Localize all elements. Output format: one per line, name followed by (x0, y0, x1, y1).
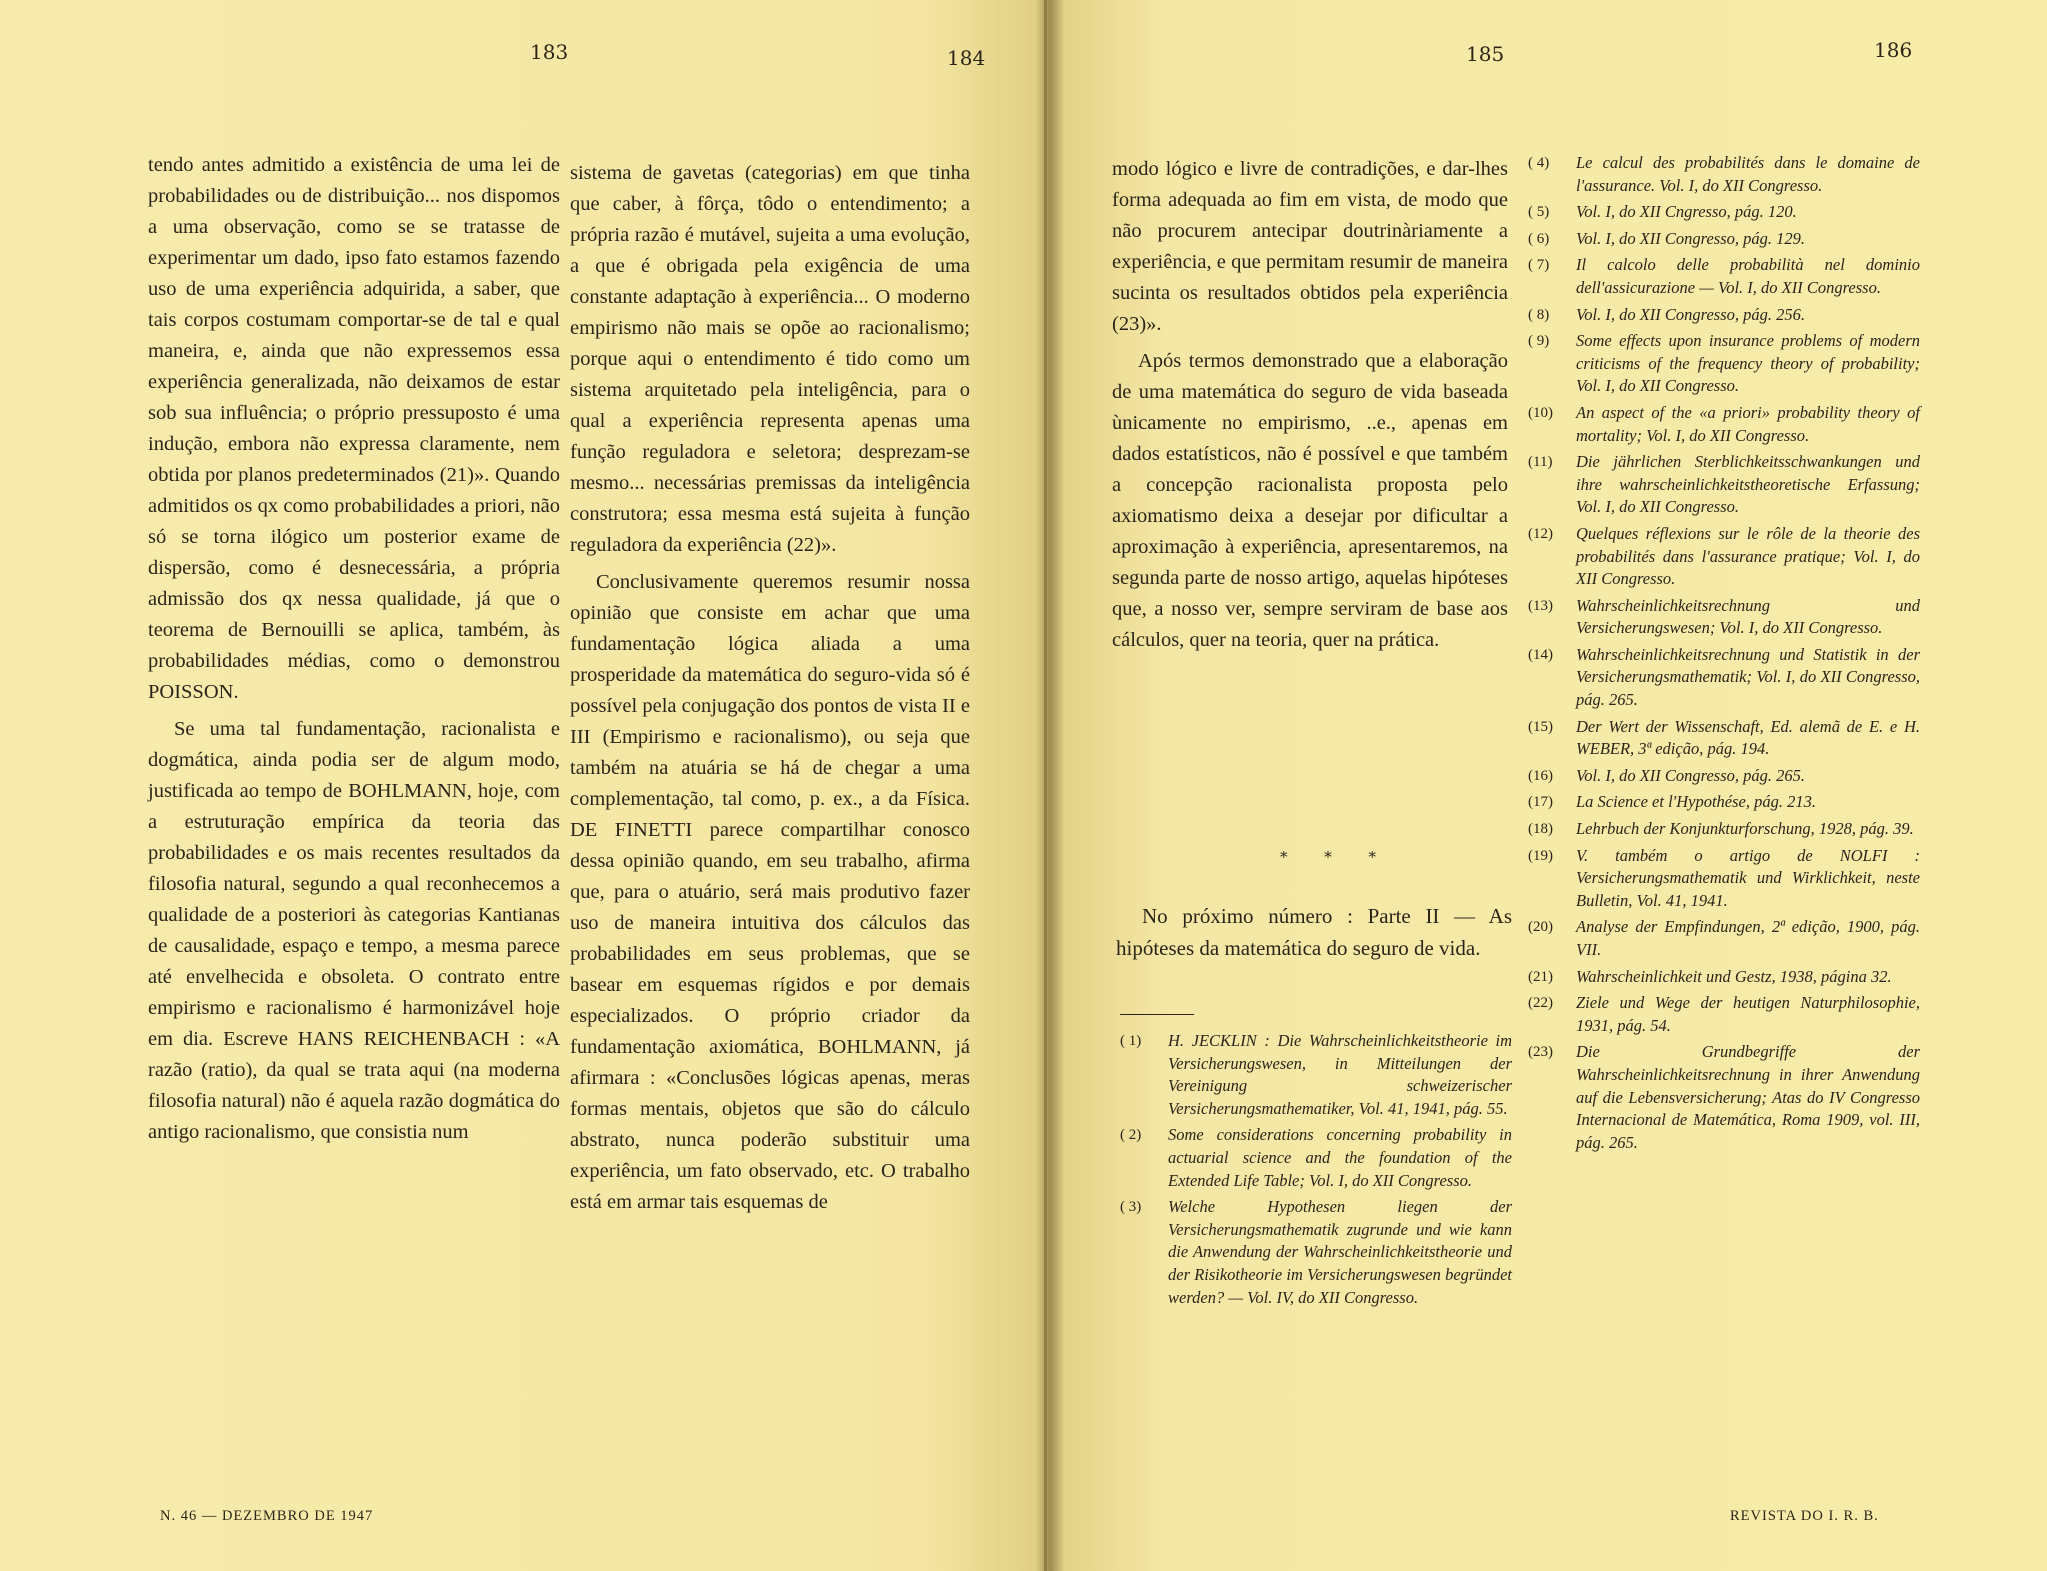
footnote-text: Wahrscheinlichkeitsrechnung und Statistik in der Versicherungsmathematik; Vol. I, do XII Congresso, pág. 265. (1576, 644, 1920, 710)
page-183-para-1: tendo antes admitido a existência de uma lei de probabilidades ou de distribuição... nos dispomos a uma observação, como se se tratasse de experimentar um dado, ipso fato estamos fazendo uso de uma experiência adquirida, a saber, que tais corpos costumam comportar-se de tal e qual maneira, e, ainda que não expressemos essa experiência generalizada, não deixamos de estar sob sua influência; o próprio pressuposto é uma indução, embora não expressa claramente, nem obtida por planos predeterminados (21)». Quando admitidos os qx como probabilidades a priori, não só se torna ilógico um posterior exame de dispersão, como é desnecessária, a própria admissão dos qx nessa qualidade, já que o teorema de Bernouilli se aplica, também, às probabilidades médias, como o demonstrou POISSON. (148, 154, 560, 703)
footnote-number: (20) (1528, 919, 1553, 936)
page-number-184: 184 (947, 46, 986, 70)
page-185-body (1112, 154, 1508, 662)
footnote-text: Analyse der Empfindungen, 2ª edição, 1900, pág. VII. (1576, 917, 1920, 959)
footnote-text: Wahrscheinlichkeit und Gestz, 1938, página 32. (1576, 966, 1892, 986)
page-184-para-2: Conclusivamente queremos resumir nossa opinião que consiste em achar que uma fundamentação lógica aliada a uma prosperidade da matemática do seguro-vida só é possível pela conjugação dos pontos de vista II e III (Empirismo e racionalismo), ou seja que também na atuária se há de chegar a uma complementação, tal como, p. ex., a da Física. DE FINETTI parece compartilhar conosco dessa opinião quando, em seu trabalho, afirma que, para o atuário, será mais produtivo fazer uso de maneira intuitiva dos cálculos das probabilidades em seus problemas, que se basear em esquemas rígidos e por demais especializados. O próprio criador da fundamentação axiomática, BOHLMANN, já afirmara : «Conclusões lógicas apenas, meras formas mentais, objetos que são do cálculo abstrato, nunca poderão substituir uma experiência, um fato observado, etc. O trabalho está em armar tais esquemas de (570, 571, 970, 1213)
page-number-186: 186 (1874, 38, 1913, 62)
footnote (1528, 765, 1920, 788)
footnote (1528, 966, 1920, 989)
footnote-number: (21) (1528, 968, 1553, 985)
footnote-text: Quelques réflexions sur le rôle de la theorie des probabilités dans l'assurance pratique; Vol. I, do XII Congresso. (1576, 523, 1920, 589)
next-issue-text: No próximo número : Parte II — As hipóteses da matemática do seguro de vida. (1116, 904, 1512, 960)
footnote-text: Vol. I, do XII Congresso, pág. 265. (1576, 765, 1806, 785)
footnote-rule (1120, 1014, 1194, 1015)
footnote (1528, 304, 1920, 327)
next-issue-note (1116, 900, 1512, 970)
footnote (1528, 402, 1920, 447)
footnote-number: (11) (1528, 454, 1553, 471)
page-185-para-1: modo lógico e livre de contradições, e dar-lhes forma adequada ao fim em vista, de modo que não procurem antecipar doutrinàriamente a experiência, e que permitam resumir de maneira sucinta os resultados obtidos pela experiência (23)». (1112, 158, 1508, 335)
footnote (1528, 330, 1920, 398)
footnote-text: An aspect of the «a priori» probability theory of mortality; Vol. I, do XII Congresso. (1576, 402, 1920, 445)
footnote-number: (17) (1528, 794, 1553, 811)
page-number-185: 185 (1466, 42, 1505, 66)
footnote-number: ( 1) (1120, 1033, 1142, 1049)
footnote-text: Die jährlichen Sterblichkeitsschwankungen und ihre wahrscheinlichkeitstheoretische Erfassung; Vol. I, do XII Congresso. (1576, 452, 1920, 517)
footnote-text: Il calcolo delle probabilità nel dominio dell'assicurazione — Vol. I, do XII Congresso. (1576, 255, 1920, 297)
footnote-text: V. também o artigo de NOLFI : Versicherungsmathematik und Wirklichkeit, neste Bulletin, Vol. 41, 1941. (1576, 845, 1920, 910)
footer-journal: REVISTA DO I. R. B. (1730, 1508, 1879, 1524)
footnote-text: Some effects upon insurance problems of modern criticisms of the frequency theory of probability; Vol. I, do XII Congresso. (1576, 331, 1920, 396)
footnote (1528, 716, 1920, 761)
footnote-number: (12) (1528, 525, 1553, 542)
page-184-body (570, 158, 970, 1224)
footnote (1528, 152, 1920, 197)
footnote (1528, 992, 1920, 1037)
footnote-number: ( 3) (1120, 1199, 1142, 1216)
footnote (1120, 1196, 1512, 1309)
footnote (1528, 845, 1920, 913)
footnote-text: Lehrbuch der Konjunkturforschung, 1928, pág. 39. (1576, 819, 1914, 839)
footnote (1528, 916, 1920, 961)
footnote-text: Der Wert der Wissenschaft, Ed. alemã de E. e H. WEBER, 3ª edição, pág. 194. (1576, 716, 1920, 759)
section-separator: * * * (1280, 848, 1393, 866)
footnote-text: Vol. I, do XII Cngresso, pág. 120. (1576, 202, 1797, 222)
footnote-number: ( 5) (1528, 204, 1550, 221)
footnote-text: Wahrscheinlichkeitsrechnung und Versicherungswesen; Vol. I, do XII Congresso. (1576, 595, 1920, 638)
footnote-number: (19) (1528, 847, 1553, 864)
footer-issue: N. 46 — DEZEMBRO DE 1947 (160, 1508, 374, 1524)
footnote (1528, 201, 1920, 224)
footnote-text: Ziele und Wege der heutigen Naturphilosophie, 1931, pág. 54. (1576, 993, 1920, 1035)
footnote (1528, 644, 1920, 712)
footnote (1528, 595, 1920, 640)
footnote-text: Die Grundbegriffe der Wahrscheinlichkeitsrechnung in ihrer Anwendung auf die Lebensversicherung; Atas do IV Congresso Internacional de Matemática, Roma 1909, vol. III, pág. 265. (1576, 1042, 1920, 1152)
footnote (1120, 1030, 1512, 1120)
footnote (1528, 228, 1920, 251)
footnote (1528, 791, 1920, 814)
footnote-text: Vol. I, do XII Congresso, pág. 256. (1576, 304, 1806, 324)
footnote-number: ( 4) (1528, 155, 1550, 171)
footnote-number: ( 2) (1120, 1127, 1142, 1144)
footnote (1528, 818, 1920, 841)
footnote-number: (16) (1528, 767, 1553, 784)
footnote-number: (22) (1528, 995, 1553, 1012)
footnote (1528, 451, 1920, 519)
page-186-footnotes (1528, 152, 1920, 1158)
page-number-183: 183 (530, 40, 569, 64)
page-183-body (148, 150, 560, 1154)
footnote-number: (10) (1528, 404, 1553, 421)
footnote (1528, 523, 1920, 591)
page-185-para-2: Após termos demonstrado que a elaboração de uma matemática do seguro de vida baseada ùnicamente no empirismo, ..e., apenas em dados estatísticos, não é possível e que também a concepção racionalista proposta pelo axiomatismo deixa a desejar por dificultar a aproximação à experiência, apresentaremos, na segunda parte de nosso artigo, aquelas hipóteses que, a nosso ver, sempre serviram de base aos cálculos, quer na teoria, quer na prática. (1112, 350, 1508, 651)
footnote-number: (15) (1528, 718, 1553, 735)
footnote-text: Vol. I, do XII Congresso, pág. 129. (1576, 228, 1806, 248)
footnote-text: H. JECKLIN : Die Wahrscheinlichkeitstheorie im Versicherungswesen, in Mitteilungen der Vereinigung schweizerischer Versicherungsmathematiker, Vol. 41, 1941, pág. 55. (1168, 1031, 1512, 1118)
footnote-number: ( 6) (1528, 230, 1550, 247)
footnote (1120, 1124, 1512, 1192)
footnote-number: ( 7) (1528, 257, 1550, 274)
footnote-number: (14) (1528, 646, 1553, 663)
footnote-text: Le calcul des probabilités dans le domaine de l'assurance. Vol. I, do XII Congresso. (1576, 153, 1920, 195)
footnote-text: Welche Hypothesen liegen der Versicherungsmathematik zugrunde und wie kann die Anwendung der Wahrscheinlichkeitstheorie und der Risikotheorie im Versicherungswesen begründet werden? — Vol. IV, do XII Congresso. (1168, 1197, 1512, 1307)
footnote (1528, 254, 1920, 299)
gutter (1044, 0, 1047, 1571)
footnote (1528, 1041, 1920, 1154)
footnote-number: (13) (1528, 597, 1553, 614)
footnote-number: (18) (1528, 821, 1553, 838)
footnote-number: ( 9) (1528, 333, 1550, 350)
page-185-footnotes (1120, 1030, 1512, 1313)
footnote-number: (23) (1528, 1044, 1553, 1061)
footnote-number: ( 8) (1528, 306, 1550, 323)
page-183-para-2: Se uma tal fundamentação, racionalista e dogmática, ainda podia ser de algum modo, justificada ao tempo de BOHLMANN, hoje, com a estruturação empírica da teoria das probabilidades e os mais recentes resultados da filosofia natural, segundo a qual reconhecemos a qualidade de a posteriori às categorias Kantianas de causalidade, espaço e tempo, a mesma parece até envelhecida e obsoleta. O contrato entre empirismo e racionalismo é harmonizável hoje em dia. Escreve HANS REICHENBACH : «A razão (ratio), da qual se trata aqui (na moderna filosofia natural) não é aquela razão dogmática do antigo racionalismo, que consistia num (148, 718, 560, 1143)
footnote-text: Some considerations concerning probability in actuarial science and the foundation of the Extended Life Table; Vol. I, do XII Congresso. (1168, 1125, 1512, 1190)
footnote-text: La Science et l'Hypothése, pág. 213. (1576, 792, 1816, 812)
page-184-para-1: sistema de gavetas (categorias) em que tinha que caber, à fôrça, tôdo o entendimento; a própria razão é mutável, sujeita a uma evolução, a que é obrigada pela exigência de uma constante adaptação à experiência... O moderno empirismo não mais se opõe ao racionalismo; porque aqui o entendimento é tido como um sistema arquitetado pela inteligência, para o qual a experiência representa apenas uma função reguladora e seletora; desprezam-se mesmo... necessárias premissas da inteligência construtora; essa mesma está sujeita à função reguladora da experiência (22)». (570, 162, 970, 556)
